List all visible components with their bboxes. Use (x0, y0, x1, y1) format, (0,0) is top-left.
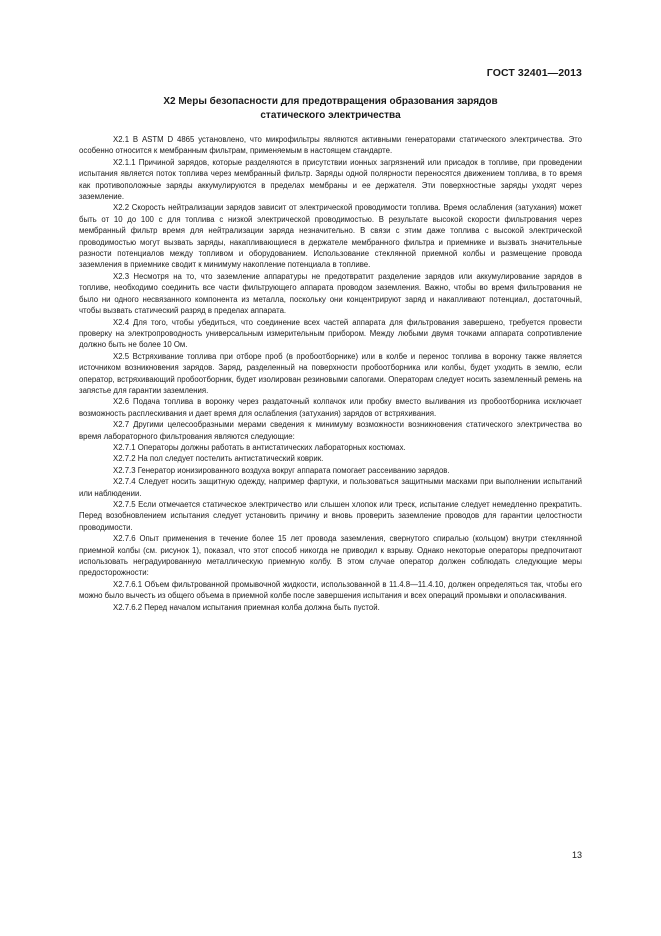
paragraph-x2-7-6: X2.7.6 Опыт применения в течение более 15 лет провода заземления, свернутого спиралью (кольцом) внутри стеклянной приемной колбы (см. рисунок 1), показал, что этот способ никогда не приводил к взрыву. Однако некоторые операторы предпочитают использовать неградуированную металлическую приемную колбу. В этом случае оператор должен соблюдать следующие меры предосторожности: (79, 534, 582, 578)
paragraph-x2-2: X2.2 Скорость нейтрализации зарядов зависит от электрической проводимости топлива. Время ослабления (затухания) может быть от 10 до 100 с для топлива с низкой электрической проводимостью. В результате высокой скорости фильтрования через мембранный фильтр время для нейтрализации заряда незначительно. В связи с этим даже топлива с высокой электрической проводимостью могут вызвать заряды, накапливающиеся в держателе мембранного фильтра и приемнике и вызвать значительные разности потенциалов между топливом и оборудованием. Использование стеклянной приемной колбы и размещение провода заземления в приемнике сводит к минимуму накопление потенциала в топливе. (79, 203, 582, 270)
paragraph-x2-7-2: X2.7.2 На пол следует постелить антистатический коврик. (113, 454, 324, 464)
paragraph-x2-7-3: X2.7.3 Генератор ионизированного воздуха вокруг аппарата помогает рассеиванию зарядов. (113, 465, 450, 475)
paragraph-x2-6: X2.6 Подача топлива в воронку через раздаточный колпачок или пробку вместо выливания из пробоотборника исключает возможность расплескивания и дает время для ослабления (затухания) зарядов от встряхивания. (79, 397, 582, 418)
paragraph-x2-1-1: X2.1.1 Причиной зарядов, которые разделяются в присутствии ионных загрязнений или присадок в топливе, при проведении испытания является поток топлива через мембранный фильтр. Заряды одной полярности переносятся движением топлива, в то время как противоположные заряды аккумулируются в пределах мембраны и ее держателя. Эти поверхностные заряды уходят через заземление. (79, 157, 582, 202)
page-number: 13 (571, 850, 582, 860)
paragraph-x2-3: X2.3 Несмотря на то, что заземление аппаратуры не предотвратит разделение зарядов или аккумулирование зарядов в топливе, необходимо соединить все части фильтрующего аппарата проводом заземления. Важно, чтобы во время фильтрования не было ни одного несвязанного компонента из металла, поскольку они концентрируют заряд и накапливают потенциал, достаточный, чтобы вызвать статический разряд в пределах аппарата. (79, 271, 582, 316)
paragraph-x2-7-6-1: X2.7.6.1 Объем фильтрованной промывочной жидкости, использованной в 11.4.8—11.4.10, должен определяться так, чтобы его можно было вычесть из общего объема в приемной колбе после завершения испытания и всех операций промывки и ополаскивания. (79, 579, 582, 601)
paragraph-x2-7: X2.7 Другими целесообразными мерами сведения к минимуму возможности возникновения статического электричества во время лабораторного фильтрования являются следующие: (79, 420, 582, 441)
body-text (79, 134, 582, 613)
section-title-line-2: статического электричества (260, 110, 401, 121)
document-code: ГОСТ 32401—2013 (486, 67, 582, 79)
paragraph-x2-7-1: X2.7.1 Операторы должны работать в антистатических лабораторных костюмах. (113, 442, 406, 452)
paragraph-x2-1: X2.1 В ASTM D 4865 установлено, что микрофильтры являются активными генераторами статического электричества. Это особенно относится к мембранным фильтрам, применяемым в настоящем стандарте. (79, 135, 582, 156)
paragraph-x2-7-4: X2.7.4 Следует носить защитную одежду, например фартуки, и пользоваться защитными масками при выполнении испытаний или наблюдении. (79, 477, 582, 498)
paragraph-x2-7-5: X2.7.5 Если отмечается статическое электричество или слышен хлопок или треск, испытание следует немедленно прекратить. Перед возобновлением испытания следует установить причину и вновь проверить заземление проводов для гарантии целостности проводимости. (79, 500, 582, 532)
paragraph-x2-4: X2.4 Для того, чтобы убедиться, что соединение всех частей аппарата для фильтрования завершено, требуется провести проверку на электропроводность универсальным измерительным прибором. Между любыми двумя точками аппарата сопротивление должно быть не более 10 Ом. (79, 317, 582, 350)
paragraph-x2-5: X2.5 Встряхивание топлива при отборе проб (в пробоотборнике) или в колбе и перенос топлива в воронку также является источником возникновения зарядов. Заряд, разделенный на поверхности пробоотборника или колбы, будет уходить в землю, если оператор, встряхивающий пробоотборник, будет изолирован резиновыми сапогами. Операторам следует носить заземленный ремень на запястье для гарантии заземления. (79, 351, 582, 395)
paragraph-x2-7-6-2: X2.7.6.2 Перед началом испытания приемная колба должна быть пустой. (113, 602, 380, 612)
section-title-line-1: X2 Меры безопасности для предотвращения образования зарядов (163, 96, 498, 107)
section-title (79, 95, 582, 123)
